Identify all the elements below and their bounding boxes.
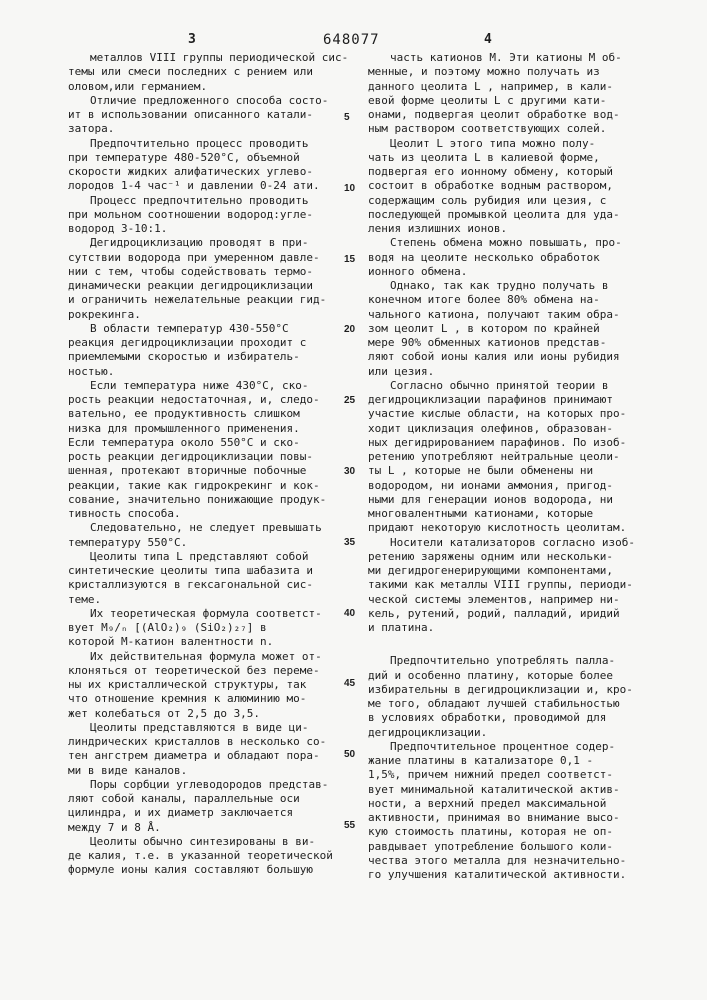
text-line: которой M-катион валентности n. bbox=[68, 635, 333, 649]
text-line: ретению заряжены одним или нескольки- bbox=[368, 550, 658, 564]
text-line: такими как металлы VIII группы, периоди- bbox=[368, 578, 658, 592]
page-number-right: 4 bbox=[484, 32, 492, 47]
text-line: теме. bbox=[68, 593, 333, 607]
text-line: последующей промывкой цеолита для уда- bbox=[368, 208, 658, 222]
paragraph bbox=[68, 721, 333, 778]
text-line: содержащим соль рубидия или цезия, с bbox=[368, 194, 658, 208]
line-number: 20 bbox=[344, 324, 355, 335]
paragraph bbox=[68, 607, 333, 650]
left-text-column bbox=[68, 51, 333, 878]
paragraph bbox=[68, 650, 333, 721]
text-line: ми в виде каналов. bbox=[68, 764, 333, 778]
text-line: металлов VIII группы периодической сис- bbox=[68, 51, 333, 65]
text-line: Однако, так как трудно получать в bbox=[368, 279, 658, 293]
text-line: часть катионов M. Эти катионы M об- bbox=[368, 51, 658, 65]
paragraph bbox=[368, 137, 658, 237]
text-line: Отличие предложенного способа состо- bbox=[68, 94, 333, 108]
text-line: ляют собой ионы калия или ионы рубидия bbox=[368, 350, 658, 364]
paragraph bbox=[368, 654, 658, 740]
text-line: реакция дегидроциклизации проходит с bbox=[68, 336, 333, 350]
text-line: ческой системы элементов, например ни- bbox=[368, 593, 658, 607]
line-number: 10 bbox=[344, 183, 355, 194]
text-line: синтетические цеолиты типа шабазита и bbox=[68, 564, 333, 578]
text-line: кель, рутений, родий, палладий, иридий bbox=[368, 607, 658, 621]
text-line: Цеолит L этого типа можно полу- bbox=[368, 137, 658, 151]
text-line: чества этого металла для незначительно- bbox=[368, 854, 658, 868]
text-line: ным раствором соответствующих солей. bbox=[368, 122, 658, 136]
text-line: кую стоимость платины, которая не оп- bbox=[368, 825, 658, 839]
text-line: чать из цеолита L в калиевой форме, bbox=[368, 151, 658, 165]
text-line: приемлемыми скоростью и избиратель- bbox=[68, 350, 333, 364]
paragraph bbox=[68, 778, 333, 835]
text-line: в условиях обработки, проводимой для bbox=[368, 711, 658, 725]
paragraph bbox=[68, 550, 333, 607]
text-line: водя на цеолите несколько обработок bbox=[368, 251, 658, 265]
text-line: ностью. bbox=[68, 365, 333, 379]
page-number-left: 3 bbox=[188, 32, 196, 47]
text-line: дегидроциклизации парафинов принимают bbox=[368, 393, 658, 407]
paragraph bbox=[368, 51, 658, 137]
text-line: жет колебаться от 2,5 до 3,5. bbox=[68, 707, 333, 721]
text-line: нии с тем, чтобы содействовать термо- bbox=[68, 265, 333, 279]
text-line: ме того, обладают лучшей стабильностью bbox=[368, 697, 658, 711]
text-line: Если температура около 550°С и ско- bbox=[68, 436, 333, 450]
text-line: Предпочтительно употреблять палла- bbox=[368, 654, 658, 668]
text-line: конечном итоге более 80% обмена на- bbox=[368, 293, 658, 307]
text-line: и ограничить нежелательные реакции гид- bbox=[68, 293, 333, 307]
text-line: и платина. bbox=[368, 621, 658, 635]
text-line: ходит циклизация олефинов, образован- bbox=[368, 422, 658, 436]
right-text-column bbox=[368, 51, 658, 882]
text-line: рость реакции недостаточная, и, следо- bbox=[68, 393, 333, 407]
text-line: Цеолиты представляются в виде ци- bbox=[68, 721, 333, 735]
text-line: состоит в обработке водным раствором, bbox=[368, 179, 658, 193]
text-line: активности, принимая во внимание высо- bbox=[368, 811, 658, 825]
paragraph bbox=[368, 236, 658, 279]
text-line: Цеолиты типа L представляют собой bbox=[68, 550, 333, 564]
text-line: многовалентными катионами, которые bbox=[368, 507, 658, 521]
text-line: что отношение кремния к алюминию мо- bbox=[68, 692, 333, 706]
line-number: 50 bbox=[344, 749, 355, 760]
text-line: ит в использовании описанного катали- bbox=[68, 108, 333, 122]
paragraph bbox=[68, 194, 333, 237]
text-line: вует минимальной каталитической актив- bbox=[368, 783, 658, 797]
text-line: шенная, протекают вторичные побочные bbox=[68, 464, 333, 478]
text-line: равдывает употребление большого коли- bbox=[368, 840, 658, 854]
text-line: ляют собой каналы, параллельные оси bbox=[68, 792, 333, 806]
text-line: оловом,или германием. bbox=[68, 80, 333, 94]
text-line: ретению употребляют нейтральные цеоли- bbox=[368, 450, 658, 464]
paragraph bbox=[68, 379, 333, 522]
text-line: ты L , которые не были обменены ни bbox=[368, 464, 658, 478]
text-line: В области температур 430-550°С bbox=[68, 322, 333, 336]
text-line: Согласно обычно принятой теории в bbox=[368, 379, 658, 393]
line-number: 30 bbox=[344, 466, 355, 477]
paragraph bbox=[368, 279, 658, 379]
text-line: онами, подвергая цеолит обработке вод- bbox=[368, 108, 658, 122]
text-line: Цеолиты обычно синтезированы в ви- bbox=[68, 835, 333, 849]
text-line: Следовательно, не следует превышать bbox=[68, 521, 333, 535]
text-line: температуру 550°С. bbox=[68, 536, 333, 550]
text-line: вует M₉/ₙ [(AlO₂)₉ (SiO₂)₂₇] в bbox=[68, 621, 333, 635]
text-line: дий и особенно платину, которые более bbox=[368, 669, 658, 683]
paragraph bbox=[68, 521, 333, 550]
text-line: 1,5%, причем нижний предел соответст- bbox=[368, 768, 658, 782]
text-line: клоняться от теоретической без переме- bbox=[68, 664, 333, 678]
text-line: цилиндра, и их диаметр заключается bbox=[68, 806, 333, 820]
text-line: ионного обмена. bbox=[368, 265, 658, 279]
paragraph bbox=[68, 137, 333, 194]
text-line: между 7 и 8 Å. bbox=[68, 821, 333, 835]
text-line: Предпочтительное процентное содер- bbox=[368, 740, 658, 754]
text-line: ми дегидрогенерирующими компонентами, bbox=[368, 564, 658, 578]
paragraph bbox=[68, 236, 333, 322]
text-line: водородом, ни ионами аммония, пригод- bbox=[368, 479, 658, 493]
text-line: ны их кристаллической структуры, так bbox=[68, 678, 333, 692]
text-line: участие кислые области, на которых про- bbox=[368, 407, 658, 421]
text-line: реакции, такие как гидрокрекинг и кок- bbox=[68, 479, 333, 493]
line-number: 5 bbox=[344, 112, 350, 123]
text-line: тивность способа. bbox=[68, 507, 333, 521]
text-line: избирательны в дегидроциклизации и, кро- bbox=[368, 683, 658, 697]
text-line: го улучшения каталитической активности. bbox=[368, 868, 658, 882]
text-line: сутствии водорода при умеренном давле- bbox=[68, 251, 333, 265]
text-line: мере 90% обменных катионов представ- bbox=[368, 336, 658, 350]
text-line: или цезия. bbox=[368, 365, 658, 379]
text-line: Если температура ниже 430°С, ско- bbox=[68, 379, 333, 393]
text-line: дегидроциклизации. bbox=[368, 726, 658, 740]
text-line: ления излишних ионов. bbox=[368, 222, 658, 236]
text-line: данного цеолита L , например, в кали- bbox=[368, 80, 658, 94]
text-line: кристаллизуются в гексагональной сис- bbox=[68, 578, 333, 592]
text-line: де калия, т.е. в указанной теоретической bbox=[68, 849, 333, 863]
text-line: жание платины в катализаторе 0,1 - bbox=[368, 754, 658, 768]
text-line: линдрических кристаллов в несколько со- bbox=[68, 735, 333, 749]
text-line: менные, и поэтому можно получать из bbox=[368, 65, 658, 79]
text-line: низка для промышленного применения. bbox=[68, 422, 333, 436]
paragraph bbox=[368, 536, 658, 636]
paragraph bbox=[368, 379, 658, 536]
text-line: Степень обмена можно повышать, про- bbox=[368, 236, 658, 250]
line-number: 35 bbox=[344, 537, 355, 548]
text-line: динамически реакции дегидроциклизации bbox=[68, 279, 333, 293]
paragraph bbox=[68, 94, 333, 137]
text-line: Дегидроциклизацию проводят в при- bbox=[68, 236, 333, 250]
text-line: Предпочтительно процесс проводить bbox=[68, 137, 333, 151]
text-line: чального катиона, получают таким обра- bbox=[368, 308, 658, 322]
text-line: формуле ионы калия составляют большую bbox=[68, 863, 333, 877]
text-line: водород 3-10:1. bbox=[68, 222, 333, 236]
text-line: сование, значительно понижающие продук- bbox=[68, 493, 333, 507]
text-line: тен ангстрем диаметра и обладают пора- bbox=[68, 749, 333, 763]
text-line: евой форме цеолиты L с другими кати- bbox=[368, 94, 658, 108]
line-number: 55 bbox=[344, 820, 355, 831]
paragraph bbox=[68, 322, 333, 379]
text-line: темы или смеси последних с рением или bbox=[68, 65, 333, 79]
text-line: при температуре 480-520°С, объемной bbox=[68, 151, 333, 165]
text-line: Поры сорбции углеводородов представ- bbox=[68, 778, 333, 792]
text-line: рокрекинга. bbox=[68, 308, 333, 322]
text-line: вательно, ее продуктивность слишком bbox=[68, 407, 333, 421]
text-line: Их действительная формула может от- bbox=[68, 650, 333, 664]
line-number: 25 bbox=[344, 395, 355, 406]
text-line: скорости жидких алифатических углево- bbox=[68, 165, 333, 179]
text-line: Процесс предпочтительно проводить bbox=[68, 194, 333, 208]
text-line: затора. bbox=[68, 122, 333, 136]
text-line: ности, а верхний предел максимальной bbox=[368, 797, 658, 811]
paragraph bbox=[368, 740, 658, 883]
text-line: лородов 1-4 час⁻¹ и давлении 0-24 ати. bbox=[68, 179, 333, 193]
text-line: при мольном соотношении водород:угле- bbox=[68, 208, 333, 222]
text-line: зом цеолит L , в котором по крайней bbox=[368, 322, 658, 336]
text-line: рость реакции дегидроциклизации повы- bbox=[68, 450, 333, 464]
text-line: придают некоторую кислотность цеолитам. bbox=[368, 521, 658, 535]
text-line: Их теоретическая формула соответст- bbox=[68, 607, 333, 621]
line-number: 15 bbox=[344, 254, 355, 265]
text-line: ными для генерации ионов водорода, ни bbox=[368, 493, 658, 507]
line-number: 40 bbox=[344, 608, 355, 619]
text-line: Носители катализаторов согласно изоб- bbox=[368, 536, 658, 550]
text-line: ных дегидрированием парафинов. По изоб- bbox=[368, 436, 658, 450]
text-line: подвергая его ионному обмену, который bbox=[368, 165, 658, 179]
patent-number: 648077 bbox=[323, 32, 380, 48]
paragraph bbox=[68, 51, 333, 94]
paragraph bbox=[68, 835, 333, 878]
line-number: 45 bbox=[344, 678, 355, 689]
